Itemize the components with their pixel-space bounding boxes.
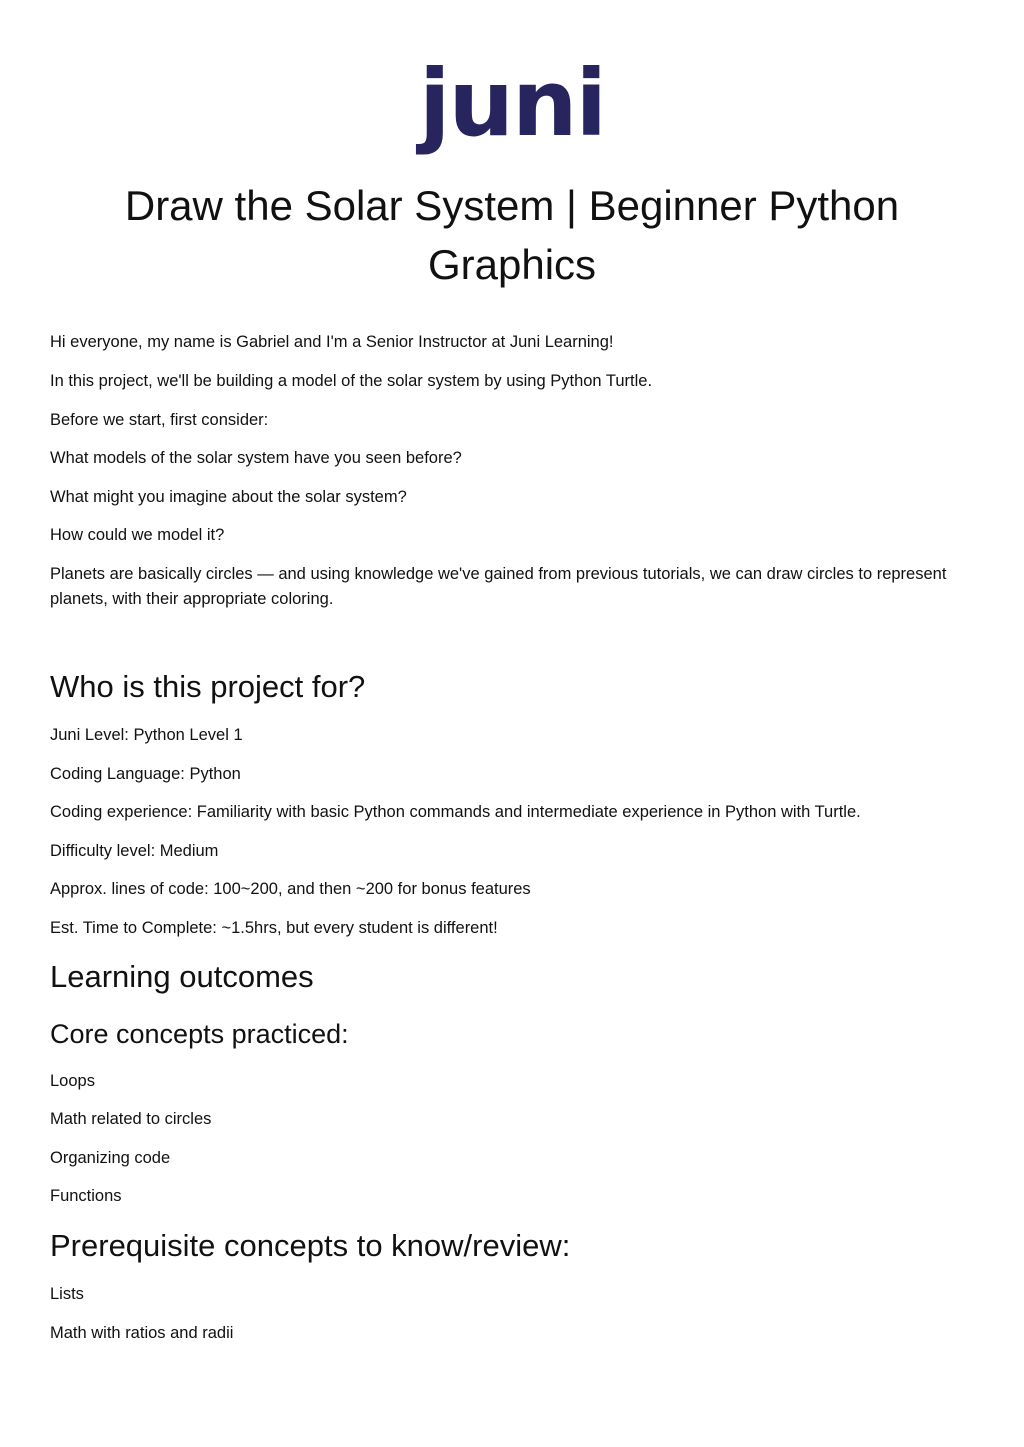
intro-question-3: How could we model it?: [50, 526, 225, 544]
info-lines-of-code: Approx. lines of code: 100~200, and then ~200 for bonus features: [50, 880, 531, 898]
intro-paragraph-3: Before we start, first consider:: [50, 411, 269, 429]
info-coding-language: Coding Language: Python: [50, 765, 241, 783]
intro-paragraph-1: Hi everyone, my name is Gabriel and I'm a Senior Instructor at Juni Learning!: [50, 333, 614, 351]
info-time-to-complete: Est. Time to Complete: ~1.5hrs, but every student is different!: [50, 919, 498, 937]
juni-logo: juni: [418, 50, 606, 157]
section-heading-outcomes: Learning outcomes: [50, 959, 314, 994]
logo-container: [0, 50, 1024, 157]
core-concept-item: Functions: [50, 1187, 122, 1205]
prerequisite-item: Lists: [50, 1285, 84, 1303]
prerequisite-item: Math with ratios and radii: [50, 1324, 234, 1342]
section-heading-prerequisites: Prerequisite concepts to know/review:: [50, 1228, 571, 1263]
intro-paragraph-2: In this project, we'll be building a model of the solar system by using Python Turtle.: [50, 372, 653, 390]
info-coding-experience: Coding experience: Familiarity with basic Python commands and intermediate experience in Python with Turtle.: [50, 803, 861, 821]
core-concept-item: Math related to circles: [50, 1110, 212, 1128]
core-concept-item: Loops: [50, 1072, 95, 1090]
page-title: Draw the Solar System | Beginner Python Graphics: [124, 182, 900, 288]
info-juni-level: Juni Level: Python Level 1: [50, 726, 243, 744]
subheading-core-concepts: Core concepts practiced:: [50, 1019, 349, 1049]
intro-paragraph-4: Planets are basically circles — and using knowledge we've gained from previous tutorials, we can draw circles to represent planets, with their appropriate coloring.: [50, 565, 947, 608]
info-difficulty: Difficulty level: Medium: [50, 842, 219, 860]
intro-question-2: What might you imagine about the solar system?: [50, 488, 407, 506]
intro-question-1: What models of the solar system have you seen before?: [50, 449, 462, 467]
core-concept-item: Organizing code: [50, 1149, 171, 1167]
section-heading-who: Who is this project for?: [50, 669, 366, 704]
